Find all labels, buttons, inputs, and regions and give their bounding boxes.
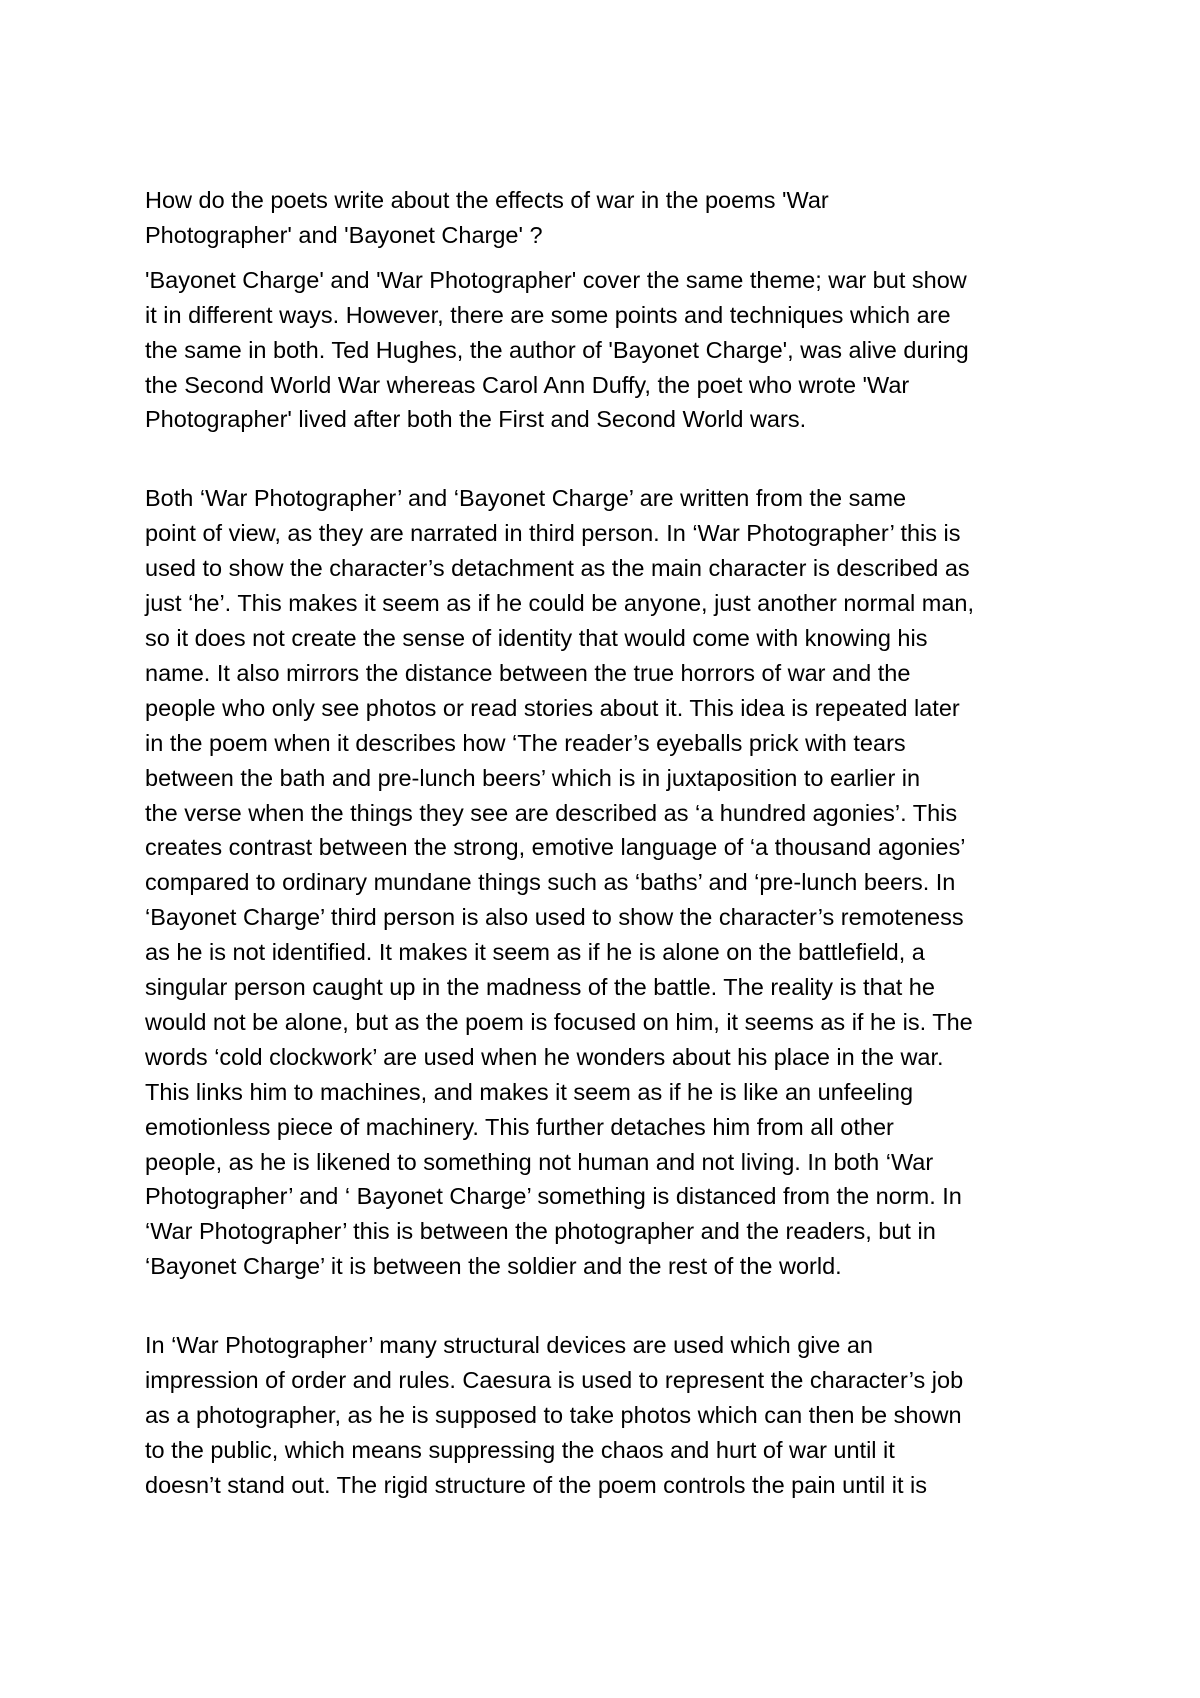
text-line: used to show the character’s detachment as the main character is described as xyxy=(145,555,970,582)
text-line: it in different ways. However, there are some points and techniques which are xyxy=(145,301,951,328)
text-line: would not be alone, but as the poem is focused on him, it seems as if he is. The xyxy=(145,1008,973,1035)
text-line: impression of order and rules. Caesura is used to represent the character’s job xyxy=(145,1367,964,1394)
essay-question xyxy=(145,183,1075,253)
text-line: This links him to machines, and makes it seem as if he is like an unfeeling xyxy=(145,1078,914,1105)
text-line: point of view, as they are narrated in third person. In ‘War Photographer’ this is xyxy=(145,520,961,547)
body-paragraph-point-of-view xyxy=(145,481,1075,1284)
text-line: singular person caught up in the madness of the battle. The reality is that he xyxy=(145,974,935,1001)
body-paragraph-structure xyxy=(145,1328,1075,1503)
text-line: people, as he is likened to something not human and not living. In both ‘War xyxy=(145,1148,934,1175)
intro-paragraph xyxy=(145,263,1075,438)
text-line: compared to ordinary mundane things such as ‘baths’ and ‘pre-lunch beers. In xyxy=(145,869,956,896)
text-line: emotionless piece of machinery. This further detaches him from all other xyxy=(145,1113,894,1140)
text-line: people who only see photos or read stories about it. This idea is repeated later xyxy=(145,694,960,721)
text-line: doesn’t stand out. The rigid structure of the poem controls the pain until it is xyxy=(145,1471,928,1498)
text-line: between the bath and pre-lunch beers’ which is in juxtaposition to earlier in xyxy=(145,764,921,791)
text-line: name. It also mirrors the distance between the true horrors of war and the xyxy=(145,659,911,686)
text-line: ‘War Photographer’ this is between the photographer and the readers, but in xyxy=(145,1218,936,1245)
text-line: the Second World War whereas Carol Ann Duffy, the poet who wrote 'War xyxy=(145,371,910,398)
text-line: Photographer' lived after both the First and Second World wars. xyxy=(145,406,807,433)
text-line: creates contrast between the strong, emotive language of ‘a thousand agonies’ xyxy=(145,834,966,861)
text-line: just ‘he’. This makes it seem as if he could be anyone, just another normal man, xyxy=(145,590,975,617)
text-line: as he is not identified. It makes it seem as if he is alone on the battlefield, a xyxy=(145,939,925,966)
text-line: ‘Bayonet Charge’ third person is also used to show the character’s remoteness xyxy=(145,904,964,931)
question-line: How do the poets write about the effects of war in the poems 'War xyxy=(145,187,829,213)
text-line: ‘Bayonet Charge’ it is between the soldier and the rest of the world. xyxy=(145,1253,842,1280)
text-line: the verse when the things they see are described as ‘a hundred agonies’. This xyxy=(145,799,958,826)
text-line: so it does not create the sense of identity that would come with knowing his xyxy=(145,624,928,651)
text-line: as a photographer, as he is supposed to take photos which can then be shown xyxy=(145,1402,962,1428)
text-line: to the public, which means suppressing the chaos and hurt of war until it xyxy=(145,1436,895,1463)
text-line: the same in both. Ted Hughes, the author of 'Bayonet Charge', was alive during xyxy=(145,336,969,363)
text-line: words ‘cold clockwork’ are used when he wonders about his place in the war. xyxy=(145,1043,944,1070)
text-line: in the poem when it describes how ‘The reader’s eyeballs prick with tears xyxy=(145,729,906,756)
text-line: In ‘War Photographer’ many structural devices are used which give an xyxy=(145,1332,873,1359)
document-page xyxy=(145,183,1075,1503)
text-line: Photographer’ and ‘ Bayonet Charge’ something is distanced from the norm. In xyxy=(145,1183,962,1210)
text-line: 'Bayonet Charge' and 'War Photographer' cover the same theme; war but show xyxy=(145,266,967,293)
text-line: Both ‘War Photographer’ and ‘Bayonet Charge’ are written from the same xyxy=(145,485,907,512)
question-line: Photographer' and 'Bayonet Charge' ? xyxy=(145,221,543,248)
